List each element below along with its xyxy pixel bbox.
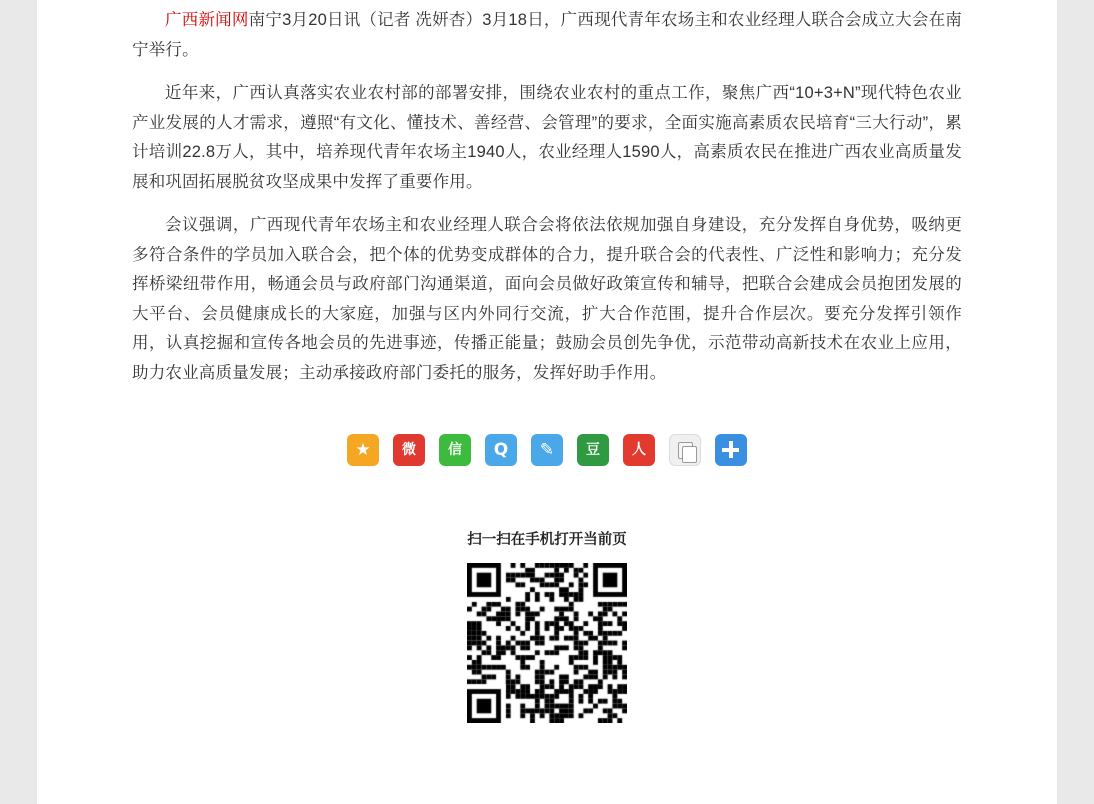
qq-icon[interactable] xyxy=(485,434,517,466)
wechat-glyph: 信 xyxy=(448,442,462,458)
qr-caption: 扫一扫在手机打开当前页 xyxy=(467,532,627,548)
article-page xyxy=(37,0,1057,804)
article-paragraph-1 xyxy=(132,6,962,65)
sina-weibo-glyph: 微 xyxy=(402,442,416,458)
qq-glyph: Q xyxy=(493,439,509,460)
qr-section xyxy=(132,528,962,723)
renren-glyph: 人 xyxy=(632,442,646,458)
plus-vertical xyxy=(729,441,733,458)
source-site-link[interactable]: 广西新闻网 xyxy=(165,11,249,29)
sina-weibo-icon[interactable] xyxy=(393,434,425,466)
copy-link-icon[interactable] xyxy=(669,434,701,466)
renren-icon[interactable] xyxy=(623,434,655,466)
douban-glyph: 豆 xyxy=(586,442,600,458)
qr-canvas xyxy=(467,563,627,723)
wechat-icon[interactable] xyxy=(439,434,471,466)
article-paragraph-1-text: 南宁3月20日讯（记者 冼妍杏）3月18日，广西现代青年农场主和农业经理人联合会成立大会在南宁举行。 xyxy=(132,11,963,59)
article-body xyxy=(132,0,962,388)
favorite-glyph: ★ xyxy=(355,439,371,460)
copy-sheet-shape xyxy=(678,442,693,459)
qzone-note-icon[interactable] xyxy=(531,434,563,466)
favorite-icon[interactable] xyxy=(347,434,379,466)
page-qr-code xyxy=(467,563,627,723)
article-paragraph-2: 近年来，广西认真落实农业农村部的部署安排，围绕农业农村的重点工作，聚焦广西“10+3+N”现代特色农业产业发展的人才需求，遵照“有文化、懂技术、善经营、会管理”的要求，全面实施高素质农民培育“三大行动”，累计培训22.8万人，其中，培养现代青年农场主1940人，农业经理人1590人，高素质农民在推进广西农业高质量发展和巩固拓展脱贫攻坚成果中发挥了重要作用。 xyxy=(132,84,962,191)
more-share-icon[interactable] xyxy=(715,434,747,466)
article-paragraph-3: 会议强调，广西现代青年农场主和农业经理人联合会将依法依规加强自身建设，充分发挥自身优势，吸纳更多符合条件的学员加入联合会，把个体的优势变成群体的合力，提升联合会的代表性、广泛性和影响力；充分发挥桥梁纽带作用，畅通会员与政府部门沟通渠道，面向会员做好政策宣传和辅导，把联合会建成会员抱团发展的大平台、会员健康成长的大家庭，加强与区内外同行交流，扩大合作范围，提升合作层次。要充分发挥引领作用，认真挖掘和宣传各地会员的先进事迹，传播正能量；鼓励会员创先争优，示范带动高新技术在农业上应用，助力农业高质量发展；主动承接政府部门委托的服务，发挥好助手作用。 xyxy=(132,216,962,382)
share-bar xyxy=(132,434,962,466)
note-glyph: ✎ xyxy=(539,439,555,460)
douban-icon[interactable] xyxy=(577,434,609,466)
